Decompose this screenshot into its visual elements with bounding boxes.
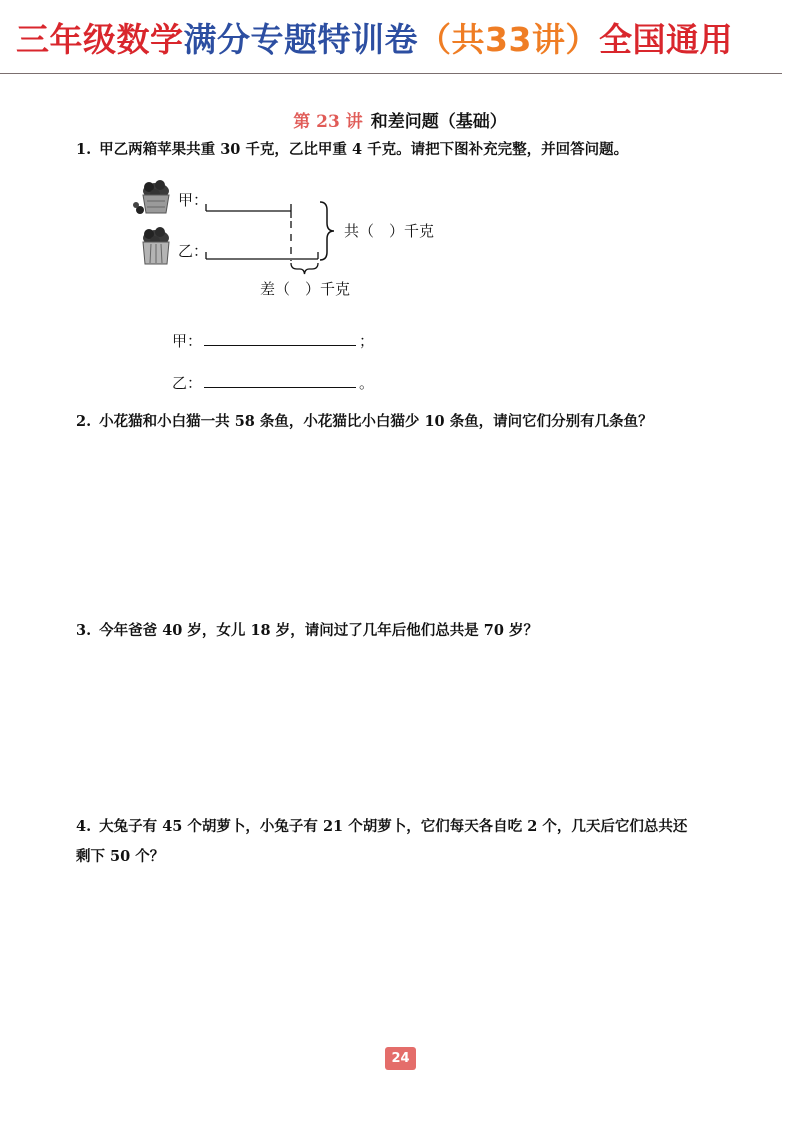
question-text: 甲乙两箱苹果共重 30 千克，乙比甲重 4 千克。请把下图补充完整，并回答问题。	[99, 141, 629, 158]
question-number: 4.	[76, 818, 92, 835]
banner-title	[16, 14, 733, 61]
total-label: 共（ ）千克	[344, 222, 435, 240]
answer-label-jia: 甲：	[172, 332, 203, 350]
diagram-label-yi: 乙：	[178, 242, 209, 260]
question-text: 小花猫和小白猫一共 58 条鱼，小花猫比小白猫少 10 条鱼，请问它们分别有几条鱼？	[99, 413, 653, 430]
diagram-label-jia: 甲：	[178, 191, 209, 209]
question-4	[76, 812, 687, 842]
answer-end-jia: ；	[359, 332, 375, 350]
question-4-continued	[76, 842, 164, 872]
question-text: 今年爸爸 40 岁，女儿 18 岁，请问过了几年后他们总共是 70 岁？	[99, 622, 538, 639]
segment-jia	[206, 204, 291, 218]
question-text-line-1: 大兔子有 45 个胡萝卜，小兔子有 21 个胡萝卜，它们每天各自吃 2 个，几天后它们总共还	[99, 818, 688, 835]
question-2	[76, 407, 653, 437]
lesson-number: 第 23 讲	[293, 112, 363, 132]
page-number-badge: 24	[385, 1047, 416, 1070]
question-number: 3.	[76, 622, 92, 639]
answer-line-yi	[172, 372, 374, 393]
answer-end-yi: 。	[359, 374, 375, 392]
difference-label: 差（ ）千克	[260, 280, 351, 298]
question-1	[76, 135, 628, 165]
line-segment-diagram	[130, 175, 480, 310]
difference-brace	[291, 263, 318, 274]
lesson-heading	[0, 107, 800, 132]
answer-blank-jia[interactable]	[204, 331, 356, 346]
header-banner	[0, 0, 800, 78]
header-divider	[0, 73, 782, 74]
fruit-basket-icon	[133, 180, 169, 214]
answer-label-yi: 乙：	[172, 374, 203, 392]
fruit-basket-icon	[143, 227, 169, 264]
answer-blank-yi[interactable]	[204, 373, 356, 388]
segment-yi	[206, 252, 318, 259]
question-3	[76, 616, 538, 646]
banner-title-part-2: 满分专题特训卷	[183, 20, 418, 59]
lesson-title: 和差问题（基础）	[370, 112, 507, 132]
question-text-line-2: 剩下 50 个？	[76, 848, 165, 865]
banner-title-part-4: 全国通用	[598, 20, 733, 59]
banner-title-part-1: 三年级数学	[16, 20, 184, 59]
question-number: 2.	[76, 413, 92, 430]
answer-line-jia	[172, 330, 374, 351]
question-number: 1.	[76, 141, 92, 158]
banner-title-part-3: （共33讲）	[418, 20, 599, 59]
total-brace	[320, 202, 334, 260]
